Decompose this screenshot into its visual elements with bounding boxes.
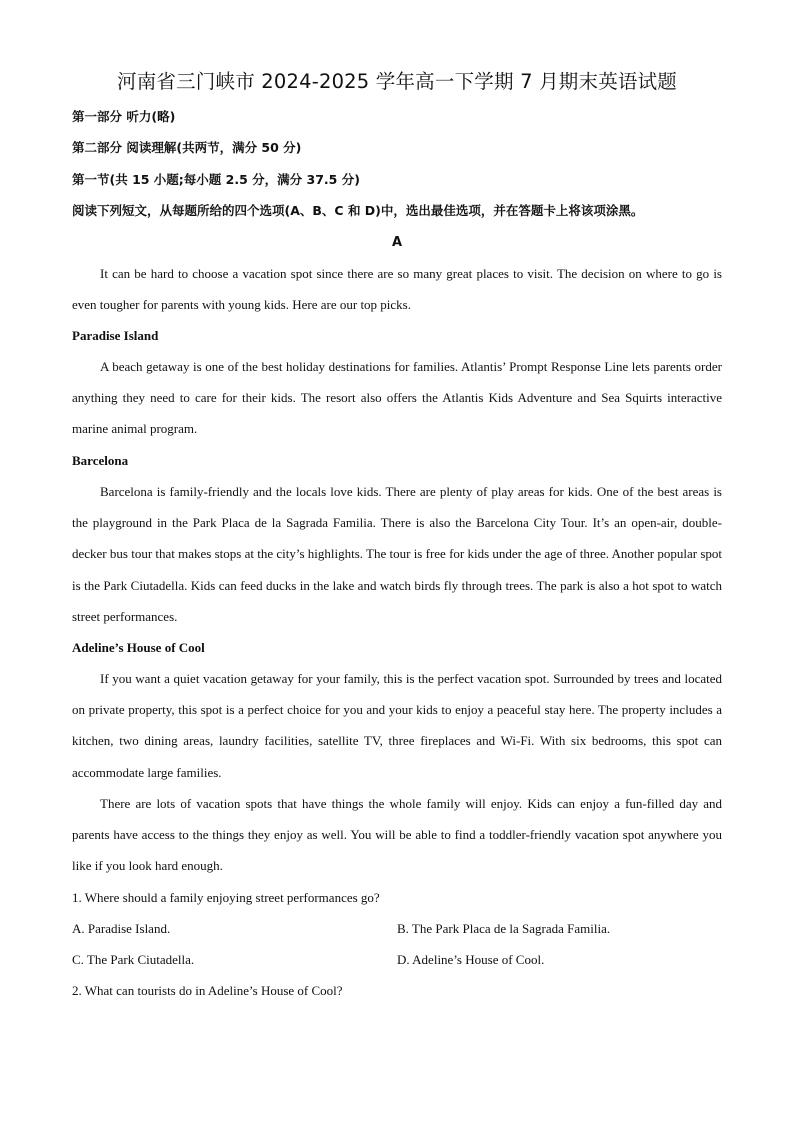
place-text-adelines-house: If you want a quiet vacation getaway for your family, this is the perfect vacation spot. Surrounded by trees and located on private property, this spot is a perfect choice for you and your kids to enjoy a peaceful stay here. The property includes a kitchen, two dining areas, laundry facilities, satellite TV, three fireplaces and Wi-Fi. With six bedrooms, this spot can accommodate large families. bbox=[72, 671, 722, 780]
question-2-stem: 2. What can tourists do in Adeline’s House of Cool? bbox=[72, 983, 343, 998]
part1-heading: 第一部分 听力(略) bbox=[72, 109, 176, 124]
section1-heading: 第一节(共 15 小题;每小题 2.5 分，满分 37.5 分) bbox=[72, 172, 360, 187]
place-heading-paradise-island: Paradise Island bbox=[72, 328, 159, 343]
place-heading-barcelona: Barcelona bbox=[72, 453, 129, 468]
passage-intro: It can be hard to choose a vacation spot since there are so many great places to visit. The decision on where to go is even tougher for parents with young kids. Here are our top picks. bbox=[72, 266, 722, 313]
passage-conclusion: There are lots of vacation spots that have things the whole family will enjoy. Kids can enjoy a fun-filled day and parents have access to the things they enjoy as well. You will be able to find a toddler-friendly vacation spot anywhere you like if you look hard enough. bbox=[72, 796, 722, 874]
place-heading-adelines-house: Adeline’s House of Cool bbox=[72, 640, 205, 655]
question-1-option-d: D. Adeline’s House of Cool. bbox=[397, 952, 545, 967]
instruction-text: 阅读下列短文，从每题所给的四个选项(A、B、C 和 D)中，选出最佳选项，并在答题卡上将该项涂黑。 bbox=[72, 203, 644, 218]
passage-letter: A bbox=[391, 235, 403, 250]
place-text-paradise-island: A beach getaway is one of the best holiday destinations for families. Atlantis’ Prompt Response Line lets parents order anything they need to care for their kids. The resort also offers the Atlantis Kids Adventure and Sea Squirts interactive marine animal program. bbox=[72, 359, 722, 437]
question-1-option-b: B. The Park Placa de la Sagrada Familia. bbox=[397, 921, 611, 936]
exam-title: 河南省三门峡市 2024-2025 学年高一下学期 7 月期末英语试题 bbox=[117, 70, 677, 93]
question-1-option-c: C. The Park Ciutadella. bbox=[72, 952, 195, 967]
question-1-stem: 1. Where should a family enjoying street performances go? bbox=[72, 890, 380, 905]
place-text-barcelona: Barcelona is family-friendly and the locals love kids. There are plenty of play areas for kids. One of the best areas is the playground in the Park Placa de la Sagrada Familia. There is also the Barcelona City Tour. It’s an open-air, double-decker bus tour that makes stops at the city’s highlights. The tour is free for kids under the age of three. Another popular spot is the Park Ciutadella. Kids can feed ducks in the lake and watch birds fly through trees. The park is also a hot spot to watch street performances. bbox=[72, 484, 722, 624]
question-1-option-a: A. Paradise Island. bbox=[72, 921, 171, 936]
part2-heading: 第二部分 阅读理解(共两节，满分 50 分) bbox=[72, 140, 302, 155]
